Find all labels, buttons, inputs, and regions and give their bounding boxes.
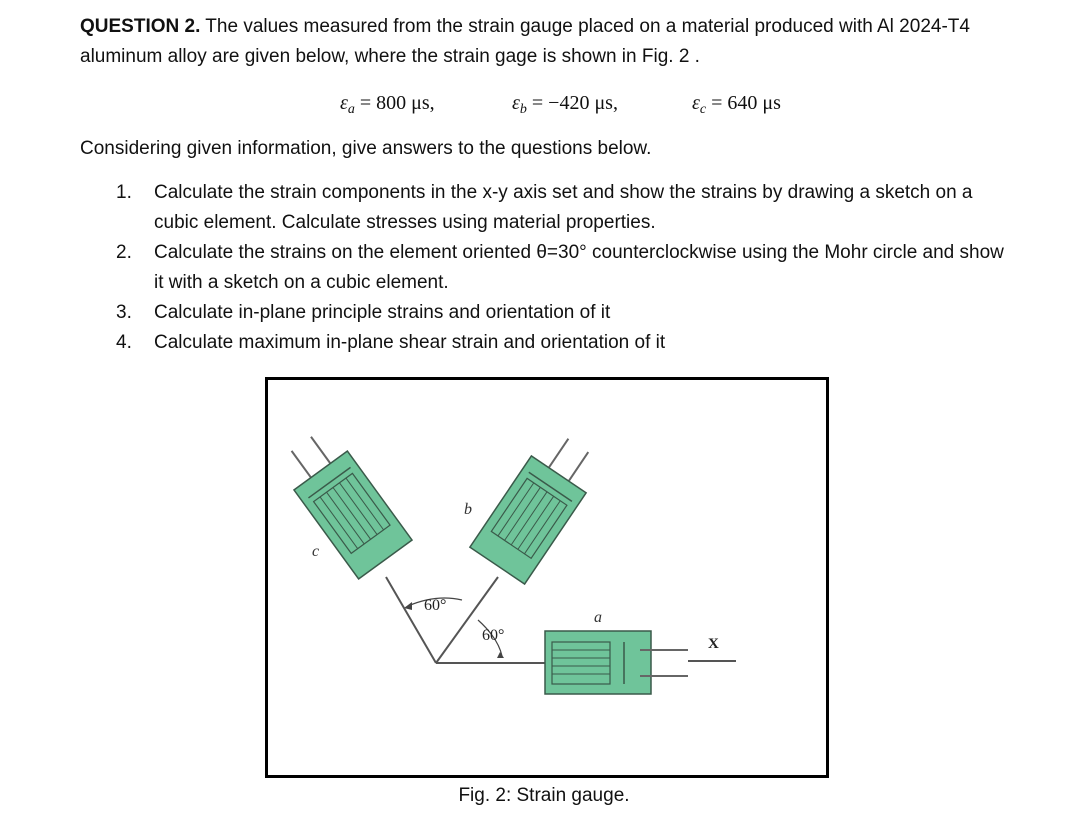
list-item <box>116 298 1016 328</box>
strain-b-symbol: ε <box>512 92 520 114</box>
rosette-axes <box>386 577 548 663</box>
question-intro <box>80 12 1040 72</box>
angle-label-left: 60° <box>424 597 447 614</box>
question-heading: QUESTION 2. <box>80 16 201 37</box>
x-axis-label: X <box>708 636 719 652</box>
strain-a-symbol: ε <box>340 92 348 114</box>
item-number: 2. <box>116 242 132 263</box>
gauge-c-label: c <box>312 543 320 560</box>
strain-b <box>512 88 618 125</box>
item-text: Calculate maximum in-plane shear strain and orientation of it <box>154 332 666 353</box>
strain-c <box>692 88 781 125</box>
strain-a <box>340 88 435 125</box>
strain-c-sub: c <box>699 102 707 117</box>
figure-caption: Fig. 2: Strain gauge. <box>458 785 630 806</box>
considering-text: Considering given information, give answers to the questions below. <box>80 138 652 159</box>
gauge-a-label: a <box>594 609 602 626</box>
question-list <box>116 178 1016 358</box>
item-text: Calculate the strain components in the x-y axis set and show the strains by drawing a sketch on a cubic element. Calculate stresses using material properties. <box>154 182 973 233</box>
gauge-b <box>470 427 606 584</box>
axis-line-b <box>436 577 498 663</box>
gauge-b-label: b <box>464 501 472 518</box>
item-number: 1. <box>116 182 132 203</box>
strain-gauge-diagram <box>268 380 826 775</box>
strain-a-sub: a <box>347 102 355 117</box>
list-item <box>116 238 1016 298</box>
item-number: 3. <box>116 302 132 323</box>
strain-gauge-figure <box>265 377 829 778</box>
axis-line-c <box>386 577 436 663</box>
list-item <box>116 178 1016 238</box>
item-number: 4. <box>116 332 132 353</box>
strain-b-sub: b <box>519 102 527 117</box>
strain-a-value: = 800 μs, <box>359 92 435 114</box>
item-text: Calculate the strains on the element oriented θ=30° counterclockwise using the Mohr circle and show it with a sketch on a cubic element. <box>154 242 1004 293</box>
item-text: Calculate in-plane principle strains and orientation of it <box>154 302 611 323</box>
strain-c-value: = 640 μs <box>711 92 781 114</box>
list-item <box>116 328 1016 358</box>
question-intro-text: The values measured from the strain gauge placed on a material produced with Al 2024-T4 aluminum alloy are given below, where the strain gage is shown in Fig. 2 . <box>80 16 970 67</box>
gauge-c <box>275 424 412 578</box>
strain-c-symbol: ε <box>692 92 700 114</box>
strain-b-value: = −420 μs, <box>531 92 618 114</box>
angle-label-right: 60° <box>482 627 505 644</box>
